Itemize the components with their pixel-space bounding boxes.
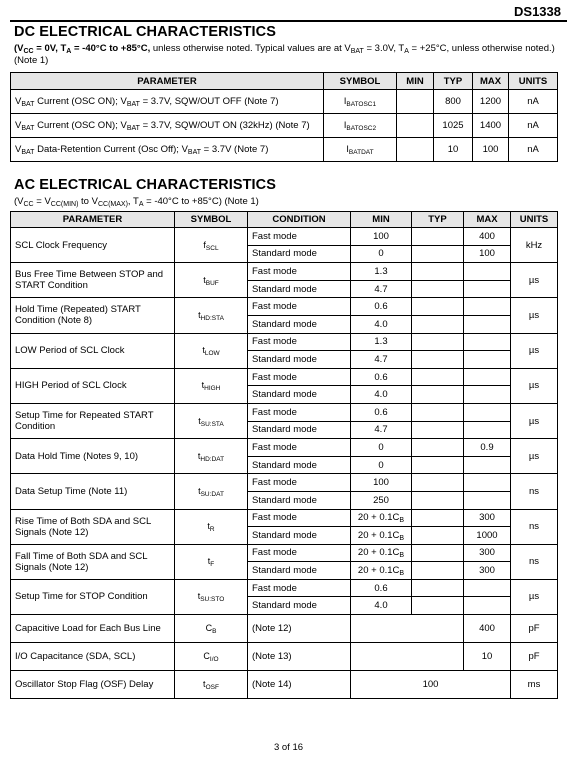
dc-col-parameter: PARAMETER [11, 73, 324, 90]
ac-parameter-cell: Bus Free Time Between STOP and START Condition [11, 263, 175, 298]
ac-typ-cell [412, 333, 464, 351]
ac-min-cell [351, 403, 412, 421]
ac-min-cell [351, 456, 412, 474]
ac-min-cell [351, 386, 412, 404]
symbol-subscript: OSF [205, 684, 219, 692]
ac-units-cell: µs [511, 403, 558, 438]
min-text: 0 [378, 441, 384, 453]
ac-max-cell: 10 [464, 643, 511, 671]
ac-typ-cell [412, 579, 464, 597]
ac-condition-cell: Standard mode [248, 351, 351, 369]
symbol-subscript: LOW [204, 350, 220, 358]
symbol-text: t [203, 679, 206, 690]
ac-max-cell [464, 579, 511, 597]
param-text: Current (OSC ON); V [34, 96, 127, 107]
min-subscript: B [399, 552, 405, 560]
ac-min-cell [351, 544, 412, 562]
ac-max-cell: 0.9 [464, 439, 511, 457]
param-subscript: BAT [21, 149, 35, 156]
ac-min-cell [351, 245, 412, 263]
ac-parameter-cell: SCL Clock Frequency [11, 228, 175, 263]
dc-row [11, 114, 558, 138]
ac-typ-cell [412, 315, 464, 333]
ac-min-cell [351, 579, 412, 597]
ac-min-cell [351, 509, 412, 527]
param-subscript: BAT [126, 101, 140, 108]
symbol-text: t [197, 450, 201, 461]
ac-row [11, 403, 558, 421]
ac-units-cell: µs [511, 439, 558, 474]
ac-max-cell [464, 474, 511, 492]
ac-condition-cell: Standard mode [248, 245, 351, 263]
ac-col-symbol: SYMBOL [175, 212, 248, 228]
ac-row [11, 579, 558, 597]
ac-max-cell [464, 421, 511, 439]
ac-symbol-cell [175, 298, 248, 333]
ac-symbol-cell [175, 228, 248, 263]
symbol-subscript: BATOSC2 [346, 125, 377, 132]
min-text: 0.6 [374, 371, 388, 383]
dc-col-typ: TYP [434, 73, 473, 90]
symbol-subscript: SU:DAT [200, 490, 224, 498]
symbol-text: t [203, 274, 206, 285]
ac-max-cell [464, 280, 511, 298]
ac-characteristics-table [10, 211, 558, 699]
dc-col-min: MIN [397, 73, 434, 90]
ac-symbol-cell [175, 368, 248, 403]
symbol-subscript: HD:STA [200, 314, 224, 322]
symbol-subscript: F [210, 561, 215, 569]
ac-min-cell [351, 368, 412, 386]
ac-typ-cell [412, 228, 464, 246]
ac-min-cell [351, 315, 412, 333]
ac-col-max: MAX [464, 212, 511, 228]
dc-units-cell: nA [509, 138, 558, 162]
symbol-text: t [207, 556, 211, 567]
min-text: 4.7 [374, 283, 388, 295]
min-subscript: B [399, 534, 405, 542]
ac-col-typ: TYP [412, 212, 464, 228]
ac-max-cell [464, 403, 511, 421]
ac-min-cell [351, 597, 412, 615]
ac-condition-cell: Standard mode [248, 491, 351, 509]
ac-symbol-cell [175, 615, 248, 643]
ac-condition-cell: Fast mode [248, 474, 351, 492]
ac-max-cell [464, 351, 511, 369]
ac-symbol-cell [175, 474, 248, 509]
ac-min-cell [351, 263, 412, 281]
param-subscript: BAT [21, 101, 35, 108]
dc-col-max: MAX [473, 73, 509, 90]
ac-row [11, 228, 558, 246]
ac-typ-cell [412, 562, 464, 580]
ac-condition-cell: Standard mode [248, 456, 351, 474]
dc-row [11, 90, 558, 114]
ac-max-cell [464, 456, 511, 474]
ac-condition-cell: (Note 12) [248, 615, 351, 643]
ac-symbol-cell [175, 439, 248, 474]
ac-parameter-cell: Setup Time for Repeated START Condition [11, 403, 175, 438]
ac-row [11, 263, 558, 281]
ac-max-cell: 100 [464, 245, 511, 263]
ac-symbol-cell [175, 509, 248, 544]
ac-min-cell [351, 228, 412, 246]
ac-row [11, 368, 558, 386]
min-text: 4.0 [374, 389, 388, 401]
symbol-text: C [203, 651, 210, 662]
ac-condition-cell: Standard mode [248, 421, 351, 439]
ac-max-cell [464, 315, 511, 333]
dc-row [11, 138, 558, 162]
ac-typ-cell [412, 298, 464, 316]
ac-condition-cell: Standard mode [248, 386, 351, 404]
ac-row [11, 298, 558, 316]
ac-units-cell: µs [511, 579, 558, 614]
ac-min-cell [351, 474, 412, 492]
symbol-text: I [343, 120, 347, 130]
ac-condition-cell: Fast mode [248, 509, 351, 527]
dc-max-cell: 1200 [473, 90, 509, 114]
ac-typ-cell [412, 386, 464, 404]
min-text: 0 [378, 248, 384, 260]
symbol-subscript: BATOSC1 [346, 101, 377, 108]
ac-min-cell [351, 280, 412, 298]
ac-symbol-cell [175, 263, 248, 298]
symbol-text: t [197, 591, 201, 602]
min-text: 20 + 0.1C [357, 565, 400, 577]
ac-conditions-note: ($V_{CC} = V_{CC(MIN)}$ to $V_{CC(MAX)}$, $T_A = -40^\circ C$ to +85°C) (Note 1) [14, 196, 259, 208]
ac-max-cell [464, 491, 511, 509]
param-subscript: BAT [21, 125, 35, 132]
ac-typ-cell [412, 474, 464, 492]
ac-units-cell: pF [511, 643, 558, 671]
ac-typ-cell [412, 491, 464, 509]
symbol-subscript: SCL [205, 244, 219, 252]
min-subscript: B [399, 517, 405, 525]
ac-col-min: MIN [351, 212, 412, 228]
param-text: = 3.7V, SQW/OUT OFF (Note 7) [139, 96, 279, 107]
ac-row [11, 333, 558, 351]
ac-units-cell: µs [511, 263, 558, 298]
param-subscript: BAT [126, 125, 140, 132]
ac-row [11, 439, 558, 457]
ac-typ-cell [412, 527, 464, 545]
ac-min-cell [351, 421, 412, 439]
ac-row [11, 474, 558, 492]
symbol-subscript: HD:DAT [200, 455, 225, 463]
ac-typ-cell [412, 421, 464, 439]
dc-symbol-cell [324, 90, 397, 114]
dc-typ-cell: 1025 [434, 114, 473, 138]
ac-symbol-cell [175, 579, 248, 614]
ac-row [11, 671, 558, 699]
ac-parameter-cell: Oscillator Stop Flag (OSF) Delay [11, 671, 175, 699]
dc-units-cell: nA [509, 114, 558, 138]
symbol-subscript: BATDAT [348, 149, 374, 156]
dc-typ-cell: 800 [434, 90, 473, 114]
ac-condition-cell: Standard mode [248, 315, 351, 333]
ac-typ-cell: 100 [351, 671, 511, 699]
param-text: Current (OSC ON); V [34, 120, 127, 131]
ac-typ-cell [412, 544, 464, 562]
ac-parameter-cell: I/O Capacitance (SDA, SCL) [11, 643, 175, 671]
dc-parameter-cell [11, 114, 324, 138]
min-text: 4.0 [374, 318, 388, 330]
min-text: 0.6 [374, 301, 388, 313]
symbol-text: I [346, 144, 349, 154]
ac-units-cell: µs [511, 368, 558, 403]
dc-min-cell [397, 114, 434, 138]
ac-header-row [11, 212, 558, 228]
symbol-text: t [201, 380, 205, 391]
ac-row [11, 509, 558, 527]
min-text: 1.3 [374, 265, 388, 277]
ac-symbol-cell [175, 403, 248, 438]
min-text: 20 + 0.1C [357, 529, 400, 541]
dc-header-row [11, 73, 558, 90]
symbol-text: t [198, 485, 201, 496]
dc-max-cell: 1400 [473, 114, 509, 138]
param-text: = 3.7V, SQW/OUT ON (32kHz) (Note 7) [139, 120, 310, 131]
ac-max-cell [464, 597, 511, 615]
ac-typ-cell [412, 280, 464, 298]
ac-typ-cell [412, 597, 464, 615]
param-text: = 3.7V (Note 7) [201, 144, 269, 155]
symbol-subscript: B [212, 628, 217, 636]
param-text: V [15, 144, 22, 155]
ac-row [11, 643, 558, 671]
ac-parameter-cell: HIGH Period of SCL Clock [11, 368, 175, 403]
ac-units-cell: kHz [511, 228, 558, 263]
min-text: 4.0 [374, 600, 388, 612]
symbol-subscript: SU:STO [200, 596, 225, 604]
ac-parameter-cell: Rise Time of Both SDA and SCL Signals (Note 12) [11, 509, 175, 544]
dc-col-symbol: SYMBOL [324, 73, 397, 90]
ac-max-cell: 400 [464, 228, 511, 246]
ac-min-typ-cell [351, 615, 464, 643]
ac-units-cell: ns [511, 544, 558, 579]
ac-row [11, 544, 558, 562]
ac-symbol-cell [175, 333, 248, 368]
ac-section-title: AC ELECTRICAL CHARACTERISTICS [14, 177, 277, 193]
ac-col-units: UNITS [511, 212, 558, 228]
ac-units-cell: µs [511, 298, 558, 333]
dc-symbol-cell [324, 138, 397, 162]
ac-max-cell [464, 333, 511, 351]
ac-condition-cell: Standard mode [248, 280, 351, 298]
param-text: V [15, 96, 22, 107]
ac-parameter-cell: Hold Time (Repeated) START Condition (Note 8) [11, 298, 175, 333]
param-subscript: BAT [187, 149, 202, 156]
ac-min-cell [351, 333, 412, 351]
symbol-text: I [343, 96, 347, 106]
param-text: Data-Retention Current (Osc Off); V [34, 144, 188, 155]
ac-symbol-cell [175, 671, 248, 699]
symbol-subscript: BUF [205, 279, 219, 287]
ac-condition-cell: Standard mode [248, 527, 351, 545]
header-rule [10, 20, 567, 22]
dc-parameter-cell [11, 90, 324, 114]
ac-max-cell: 400 [464, 615, 511, 643]
ac-min-cell [351, 562, 412, 580]
ac-typ-cell [412, 456, 464, 474]
ac-min-cell [351, 527, 412, 545]
ac-condition-cell: Fast mode [248, 439, 351, 457]
ac-max-cell: 1000 [464, 527, 511, 545]
symbol-subscript: I/O [209, 656, 219, 664]
ac-units-cell: pF [511, 615, 558, 643]
dc-parameter-cell [11, 138, 324, 162]
min-text: 1.3 [374, 336, 388, 348]
ac-units-cell: ns [511, 474, 558, 509]
ac-units-cell: ms [511, 671, 558, 699]
ac-condition-cell: Fast mode [248, 579, 351, 597]
ac-col-condition: CONDITION [248, 212, 351, 228]
ac-typ-cell [412, 245, 464, 263]
min-text: 4.7 [374, 424, 388, 436]
ac-condition-cell: Fast mode [248, 298, 351, 316]
symbol-subscript: HIGH [204, 385, 221, 393]
ac-min-cell [351, 351, 412, 369]
ac-parameter-cell: Capacitive Load for Each Bus Line [11, 615, 175, 643]
ac-col-parameter: PARAMETER [11, 212, 175, 228]
ac-condition-cell: (Note 13) [248, 643, 351, 671]
ac-row [11, 615, 558, 643]
ac-condition-cell: Fast mode [248, 333, 351, 351]
ac-condition-cell: (Note 14) [248, 671, 351, 699]
ac-typ-cell [412, 509, 464, 527]
dc-characteristics-table [10, 72, 558, 162]
ac-symbol-cell [175, 643, 248, 671]
symbol-text: C [205, 623, 213, 634]
ac-max-cell: 300 [464, 562, 511, 580]
ac-condition-cell: Fast mode [248, 403, 351, 421]
dc-section-title: DC ELECTRICAL CHARACTERISTICS [14, 24, 277, 40]
ac-typ-cell [412, 351, 464, 369]
min-text: 0.6 [374, 406, 388, 418]
ac-max-cell [464, 263, 511, 281]
ac-min-typ-cell [351, 643, 464, 671]
symbol-subscript: SU:STA [200, 420, 224, 428]
ac-min-cell [351, 298, 412, 316]
ac-max-cell [464, 298, 511, 316]
symbol-text: f [203, 239, 206, 250]
symbol-text: t [207, 521, 210, 532]
ac-typ-cell [412, 368, 464, 386]
dc-min-cell [397, 90, 434, 114]
ac-typ-cell [412, 439, 464, 457]
min-text: 0 [378, 459, 384, 471]
ac-typ-cell [412, 263, 464, 281]
ac-min-cell [351, 491, 412, 509]
dc-units-cell: nA [509, 90, 558, 114]
ac-condition-cell: Fast mode [248, 263, 351, 281]
dc-max-cell: 100 [473, 138, 509, 162]
ac-typ-cell [412, 403, 464, 421]
ac-max-cell [464, 386, 511, 404]
symbol-subscript: R [209, 526, 215, 534]
min-text: 0.6 [374, 582, 388, 594]
ac-symbol-cell [175, 544, 248, 579]
ac-condition-cell: Fast mode [248, 368, 351, 386]
min-text: 100 [373, 230, 389, 242]
symbol-text: t [202, 345, 205, 356]
dc-symbol-cell [324, 114, 397, 138]
min-subscript: B [399, 570, 405, 578]
ac-parameter-cell: Setup Time for STOP Condition [11, 579, 175, 614]
dc-min-cell [397, 138, 434, 162]
ac-units-cell: ns [511, 509, 558, 544]
ac-condition-cell: Fast mode [248, 228, 351, 246]
page-number: 3 of 16 [273, 742, 304, 753]
dc-col-units: UNITS [509, 73, 558, 90]
min-text: 4.7 [374, 353, 388, 365]
param-text: V [15, 120, 22, 131]
ac-condition-cell: Standard mode [248, 562, 351, 580]
min-text: 20 + 0.1C [357, 547, 400, 559]
min-text: 250 [373, 494, 389, 506]
ac-parameter-cell: LOW Period of SCL Clock [11, 333, 175, 368]
ac-max-cell: 300 [464, 544, 511, 562]
min-text: 100 [373, 477, 389, 489]
ac-condition-cell: Fast mode [248, 544, 351, 562]
ac-parameter-cell: Data Setup Time (Note 11) [11, 474, 175, 509]
ac-parameter-cell: Fall Time of Both SDA and SCL Signals (Note 12) [11, 544, 175, 579]
ac-parameter-cell: Data Hold Time (Notes 9, 10) [11, 439, 175, 474]
dc-conditions-note: ($V_{CC} = 0V$, $T_A = -40^\circ C$ to +85°C, unless otherwise noted. Typical values are at $V_{BAT} = 3.0V$, $T_A = +25^\circ C$, unless otherwise noted.) (Note 1) [14, 43, 555, 66]
symbol-text: t [198, 309, 201, 320]
ac-units-cell: µs [511, 333, 558, 368]
ac-condition-cell: Standard mode [248, 597, 351, 615]
ac-max-cell: 300 [464, 509, 511, 527]
min-text: 20 + 0.1C [357, 512, 400, 524]
dc-typ-cell: 10 [434, 138, 473, 162]
document-id: DS1338 [514, 4, 561, 19]
ac-max-cell [464, 368, 511, 386]
symbol-text: t [198, 415, 201, 426]
ac-min-cell [351, 439, 412, 457]
